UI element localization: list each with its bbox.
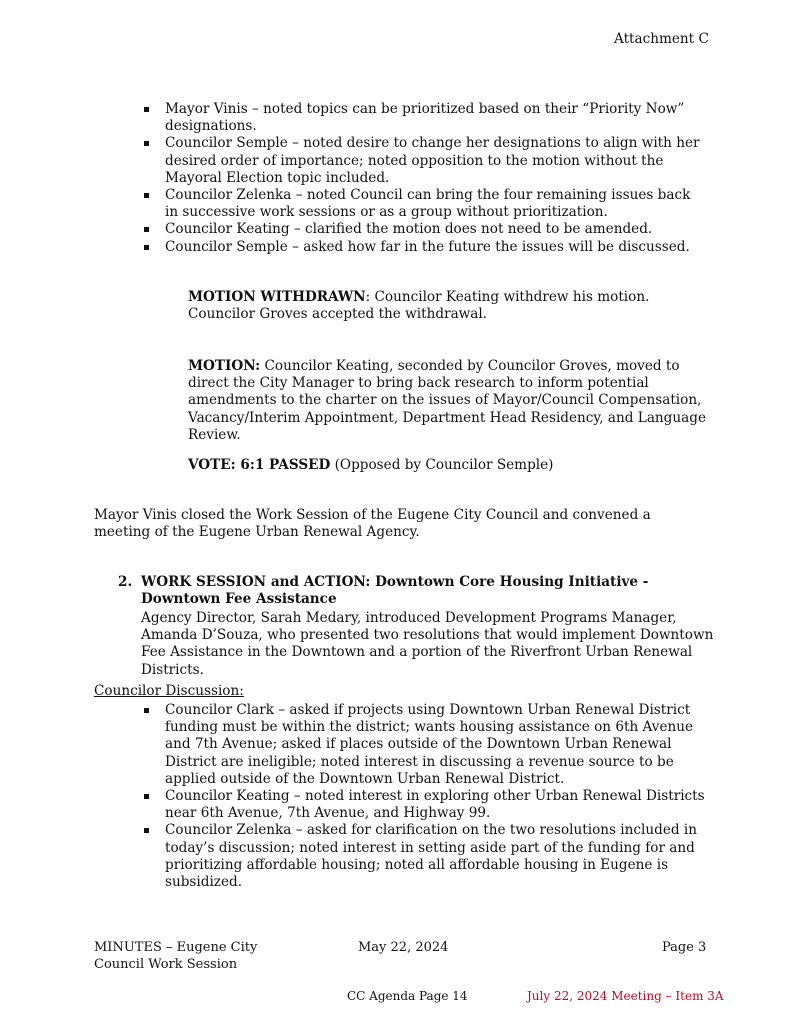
bullet-icon [144, 227, 149, 232]
item-title: WORK SESSION and ACTION: Downtown Core Housing Initiative - Downtown Fee Assistance [141, 574, 649, 608]
list-item [141, 822, 706, 891]
motion-withdrawn-text: : Councilor Keating withdrew his motion. Councilor Groves accepted the withdrawal. [188, 289, 650, 323]
bullet-text: Councilor Semple – noted desire to change her designations to align with her desired order of importance; noted opposition to the motion without the Mayoral Election topic included. [165, 135, 700, 186]
list-item [141, 101, 701, 135]
motion-label: MOTION: [188, 358, 261, 374]
bullet-text: Councilor Zelenka – asked for clarification on the two resolutions included in today’s discussion; noted interest in setting aside part of the funding for and prioritizing affordable housing; noted all affordable housing in Eugene is subsidized. [165, 822, 698, 891]
attachment-label: Attachment C [614, 31, 709, 47]
bullet-icon [144, 828, 149, 833]
vote-paragraph [188, 457, 553, 474]
footer-date: May 22, 2024 [358, 940, 449, 955]
discussion-bullets [141, 702, 706, 891]
footer-page-number: Page 3 [662, 940, 707, 955]
footer-agenda-page: CC Agenda Page 14 [347, 989, 468, 1003]
list-item [141, 135, 701, 187]
motion-text: Councilor Keating, seconded by Councilor Groves, moved to direct the City Manager to bring back research to inform potential amendments to the charter on the issues of Mayor/Council Compensation, Vacancy/Interim Appointment, Department Head Residency, and Language Review. [188, 358, 706, 443]
list-item [141, 187, 701, 221]
bullet-icon [144, 794, 149, 799]
bullet-icon [144, 141, 149, 146]
discussion-bullets-top [141, 101, 701, 256]
list-item [141, 221, 701, 238]
discussion-heading: Councilor Discussion: [94, 683, 244, 699]
footer-meeting-item: July 22, 2024 Meeting – Item 3A [527, 989, 724, 1003]
bullet-text: Councilor Keating – clarified the motion does not need to be amended. [165, 221, 653, 238]
bullet-text: Councilor Semple – asked how far in the future the issues will be discussed. [165, 238, 690, 255]
bullet-icon [144, 107, 149, 112]
list-item [141, 788, 706, 822]
bullet-icon [144, 193, 149, 198]
item-number: 2. [118, 574, 133, 590]
motion-paragraph [188, 358, 710, 444]
bullet-text: Mayor Vinis – noted topics can be prioritized based on their “Priority Now” designations. [165, 101, 685, 135]
bullet-text: Councilor Keating – noted interest in exploring other Urban Renewal Districts near 6th Avenue, 7th Avenue, and Highway 99. [165, 788, 705, 822]
item-body: Agency Director, Sarah Medary, introduced Development Programs Manager, Amanda D’Souza, who presented two resolutions that would implement Downtown Fee Assistance in the Downtown and a portion of the Riverfront Urban Renewal Districts. [141, 610, 714, 678]
list-item [141, 239, 701, 256]
motion-withdrawn-label: MOTION WITHDRAWN [188, 289, 366, 305]
closing-paragraph: Mayor Vinis closed the Work Session of the Eugene City Council and convened a meeting of the Eugene Urban Renewal Agency. [94, 507, 651, 541]
footer-minutes: MINUTES – Eugene City Council Work Session [94, 940, 258, 973]
bullet-icon [144, 708, 149, 713]
vote-text: (Opposed by Councilor Semple) [330, 457, 554, 473]
bullet-icon [144, 245, 149, 250]
bullet-text: Councilor Clark – asked if projects using Downtown Urban Renewal District funding must be within the district; wants housing assistance on 6th Avenue and 7th Avenue; asked if places outside of the Downtown Urban Renewal District are ineligible; noted interest in discussing a revenue source to be applied outside of the Downtown Urban Renewal District. [165, 702, 694, 787]
motion-withdrawn-paragraph [188, 289, 708, 323]
bullet-text: Councilor Zelenka – noted Council can bring the four remaining issues back in successive work sessions or as a group without prioritization. [165, 187, 691, 221]
list-item [141, 702, 706, 788]
vote-label: VOTE: 6:1 PASSED [188, 457, 331, 473]
